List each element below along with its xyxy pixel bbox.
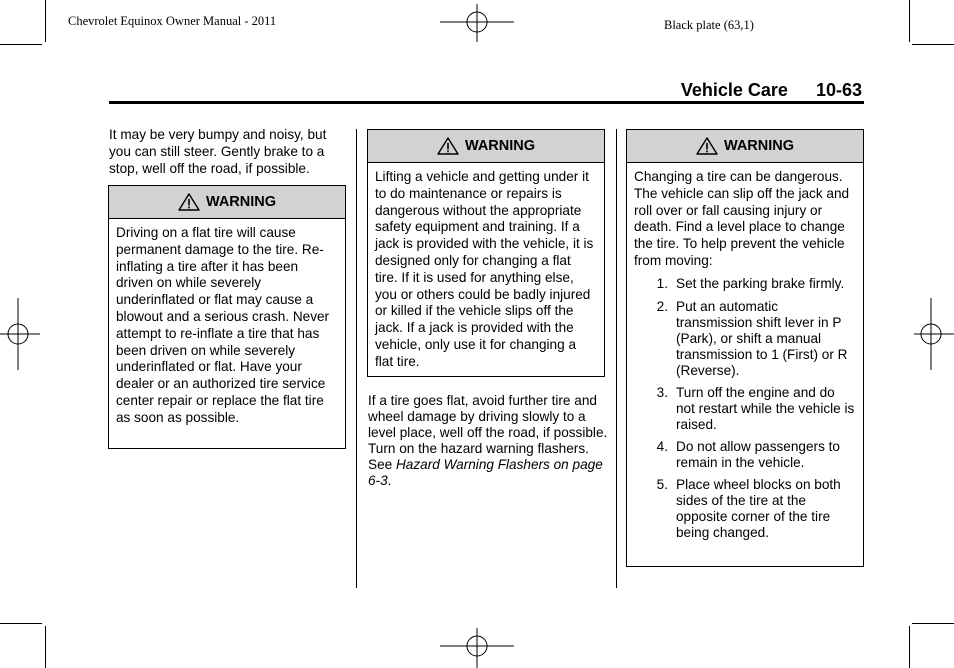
list-item bbox=[634, 477, 856, 541]
warning-body: Lifting a vehicle and getting under it to do maintenance or repairs is dangerous without the appropriate safety equipment and training. If a jack is provided with the vehicle, it is designed only for changing a flat tire. If it is used for anything else, you or others could be badly injured or killed if the vehicle slips off the jack. If a jack is provided with the vehicle, only use it for changing a flat tire. bbox=[375, 169, 594, 369]
crop-mark bbox=[909, 0, 910, 42]
paragraph-end: . bbox=[387, 473, 392, 488]
warning-box-flat-tire bbox=[108, 185, 346, 449]
registration-mark-icon bbox=[440, 4, 514, 44]
page-header bbox=[681, 80, 862, 101]
warning-header bbox=[627, 130, 863, 163]
step-number: 4. bbox=[656, 438, 668, 454]
crop-mark bbox=[45, 626, 46, 668]
steps-list bbox=[634, 276, 856, 541]
cross-reference-link[interactable]: Hazard Warning Flashers on page 6-3 bbox=[368, 457, 603, 488]
step-number: 1. bbox=[656, 275, 668, 291]
warning-title: WARNING bbox=[464, 138, 536, 154]
list-item bbox=[634, 385, 856, 433]
warning-title: WARNING bbox=[723, 138, 795, 154]
warning-header bbox=[109, 186, 345, 219]
step-text: Place wheel blocks on both sides of the tire at the opposite corner of the tire being changed. bbox=[676, 476, 841, 540]
step-text: Do not allow passengers to remain in the vehicle. bbox=[676, 438, 840, 470]
plate-title: Chevrolet Equinox Owner Manual - 2011 bbox=[68, 14, 277, 28]
registration-mark-icon bbox=[914, 298, 954, 370]
flat-tire-paragraph bbox=[368, 393, 608, 489]
step-text: Set the parking brake firmly. bbox=[676, 275, 845, 291]
list-item bbox=[634, 299, 856, 379]
plate-number: Black plate (63,1) bbox=[664, 18, 754, 32]
crop-mark bbox=[909, 626, 910, 668]
warning-triangle-icon bbox=[437, 137, 459, 155]
registration-mark-icon bbox=[440, 626, 514, 668]
crop-mark bbox=[45, 0, 46, 42]
warning-title: WARNING bbox=[205, 194, 277, 210]
step-text: Turn off the engine and do not restart while the vehicle is raised. bbox=[676, 384, 855, 432]
list-item bbox=[634, 276, 856, 293]
column-divider bbox=[356, 129, 357, 588]
warning-body bbox=[627, 163, 863, 553]
page-number: 10-63 bbox=[815, 80, 862, 100]
step-number: 3. bbox=[656, 384, 668, 400]
intro-paragraph: It may be very bumpy and noisy, but you can still steer. Gently brake to a stop, well off the road, if possible. bbox=[109, 127, 327, 176]
warning-box-changing-tire bbox=[626, 129, 864, 567]
crop-mark bbox=[912, 44, 954, 45]
section-title: Vehicle Care bbox=[680, 80, 788, 100]
warning-triangle-icon bbox=[696, 137, 718, 155]
warning-header bbox=[368, 130, 604, 163]
step-number: 5. bbox=[656, 476, 668, 492]
crop-mark bbox=[912, 623, 954, 624]
warning-box-jack bbox=[367, 129, 605, 377]
step-text: Put an automatic transmission shift lever in P (Park), or shift a manual transmission to 1 (First) or R (Reverse). bbox=[676, 298, 848, 378]
column-divider bbox=[616, 129, 617, 588]
warning-body: Driving on a flat tire will cause permanent damage to the tire. Re-inflating a tire after it has been driven on while severely underinflated or flat may cause a blowout and a serious crash. Never attempt to re-inflate a tire that has been driven on while severely underinflated or flat. Have your dealer or an authorized tire service center repair or replace the flat tire as soon as possible. bbox=[116, 225, 330, 425]
header-rule bbox=[109, 101, 864, 104]
step-number: 2. bbox=[656, 298, 668, 314]
warning-intro: Changing a tire can be dangerous. The vehicle can slip off the jack and roll over or fall causing injury or death. Find a level place to change the tire. To help prevent the vehicle from moving: bbox=[634, 169, 850, 268]
paragraph-text: If a tire goes flat, avoid further tire and wheel damage by driving slowly to a level place, well off the road, if possible. Turn on the hazard warning flashers. See bbox=[368, 393, 608, 472]
crop-mark bbox=[0, 623, 42, 624]
registration-mark-icon bbox=[0, 298, 40, 370]
warning-triangle-icon bbox=[178, 193, 200, 211]
crop-mark bbox=[0, 44, 42, 45]
list-item bbox=[634, 439, 856, 471]
